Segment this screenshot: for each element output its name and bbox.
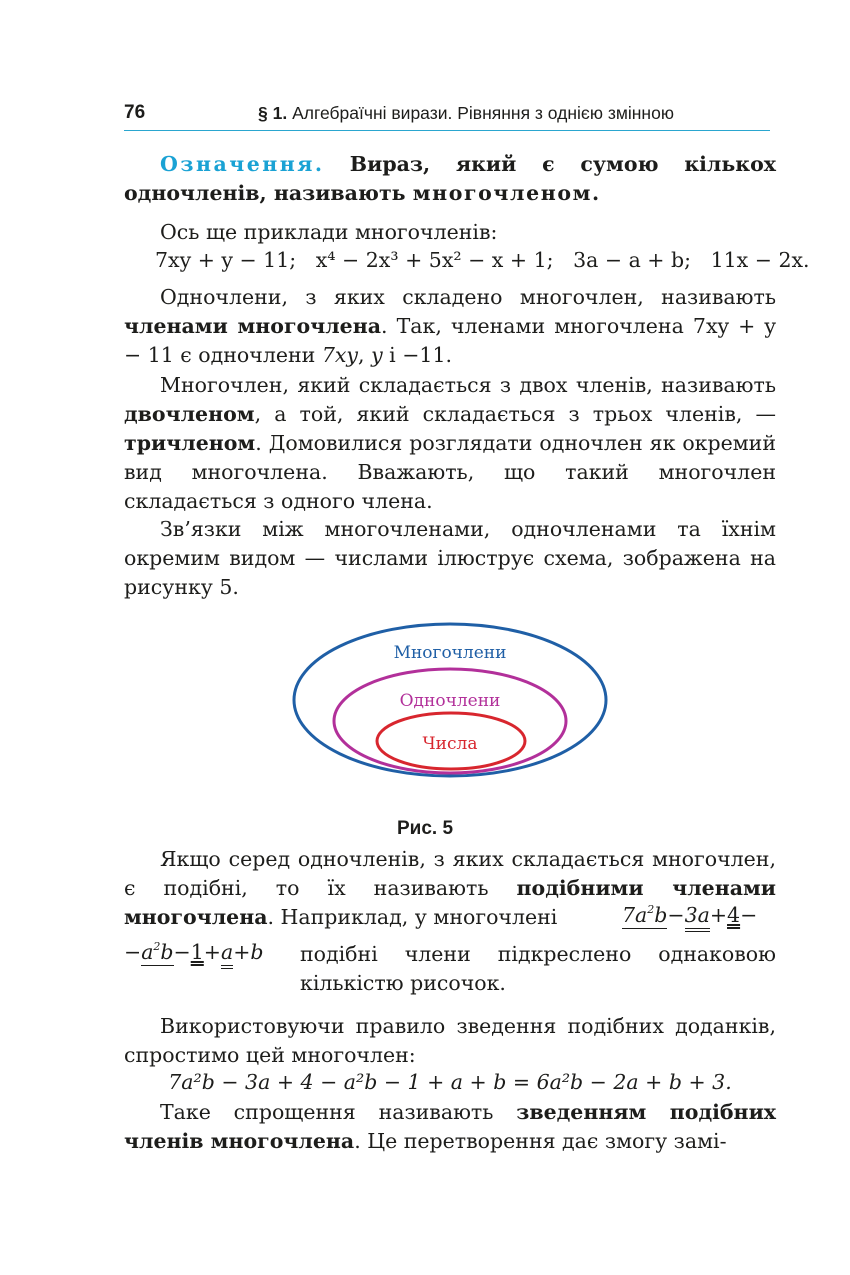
example-4: 11x − 2x. bbox=[710, 248, 810, 272]
section-title bbox=[258, 103, 674, 124]
members-text-1: Одночлени, з яких складено многочлен, називають bbox=[160, 285, 776, 309]
example-3: 3a − a + b; bbox=[573, 248, 692, 272]
members-monomial-1: 7xy bbox=[321, 343, 359, 367]
definition-text: Вираз, який є сумою кількох одночленів, називають bbox=[124, 152, 776, 205]
similar-text-3: подібні члени підкреслено однаковою кількістю рисочок. bbox=[300, 942, 776, 995]
trinomial-term: тричленом bbox=[124, 431, 256, 455]
similar-text-2: . Наприклад, у многочлені bbox=[267, 905, 558, 929]
venn-diagram bbox=[290, 620, 610, 785]
section-title-text: Алгебраїчні вирази. Рівняння з однією змінною bbox=[292, 103, 674, 123]
underlined-polynomial-line-1: $7a^2b-3a+4-$ bbox=[622, 903, 757, 927]
examples-intro: Ось ще приклади многочленів: bbox=[160, 220, 498, 244]
types-paragraph bbox=[124, 371, 776, 516]
members-term: членами многочлена bbox=[124, 314, 382, 338]
binomial-term: двочленом bbox=[124, 402, 255, 426]
members-text-4: , bbox=[358, 343, 372, 367]
example-1: 7xy + y − 11; bbox=[155, 248, 297, 272]
running-header bbox=[124, 100, 770, 131]
scheme-paragraph: Зв’язки між многочленами, одночленами та їхнім окремим видом — числами ілюструє схема, зображена на рисунку 5. bbox=[124, 517, 776, 599]
types-text-1: Многочлен, який складається з двох членів, називають bbox=[160, 373, 776, 397]
members-text-5: і −11. bbox=[382, 343, 453, 367]
simplify-formula-text: 7a²b − 3a + 4 − a²b − 1 + a + b = 6a²b − 2a + b + 3. bbox=[168, 1070, 732, 1094]
simplify-formula bbox=[25, 1068, 850, 1097]
members-paragraph bbox=[124, 283, 776, 370]
similar-text-1: Якщо серед одночленів, з яких складається многочлен, є подібні, то їх називають bbox=[124, 847, 776, 900]
reduction-term: зведенням подібних членів многочлена bbox=[124, 1100, 776, 1153]
page-number: 76 bbox=[124, 102, 146, 123]
figure-caption: Рис. 5 bbox=[396, 818, 454, 839]
definition-word: многочленом bbox=[412, 181, 593, 205]
similar-text-3-line bbox=[300, 940, 776, 998]
members-text-2: . Так, членами многочлена bbox=[381, 314, 693, 338]
definition-paragraph bbox=[124, 150, 776, 208]
members-expression: 7xy + y − 11 bbox=[124, 314, 777, 367]
underlined-polynomial-line-2: $-a^2b-1+a+b$ bbox=[124, 940, 264, 964]
types-text-2: , а той, який складається з трьох членів, — bbox=[254, 402, 776, 426]
similar-term: подібними членами многочлена bbox=[124, 876, 777, 929]
reduction-text-1: Таке спрощення називають bbox=[160, 1100, 517, 1124]
reduction-text-2: . Це перетворення дає змогу замі- bbox=[354, 1129, 727, 1153]
members-text-3: є одночлени bbox=[173, 343, 322, 367]
middle-label: Одночлени bbox=[399, 691, 501, 711]
section-mark: § 1. bbox=[258, 103, 288, 123]
outer-label: Многочлени bbox=[393, 643, 507, 663]
example-2: x⁴ − 2x³ + 5x² − x + 1; bbox=[315, 248, 554, 272]
inner-label: Числа bbox=[422, 734, 478, 754]
definition-end: . bbox=[592, 181, 600, 205]
examples-formula-line bbox=[155, 248, 810, 272]
middle-ellipse bbox=[334, 669, 566, 773]
reduction-paragraph bbox=[124, 1098, 776, 1156]
members-monomial-2: y bbox=[371, 343, 383, 367]
definition-term: Означення. bbox=[160, 152, 325, 176]
simplify-paragraph: Використовуючи правило зведення подібних доданків, спростимо цей многочлен: bbox=[124, 1014, 776, 1067]
types-text-3: . Домовилися розглядати одночлен як окремий вид многочлена. Вважають, що такий многочлен складається з одного члена. bbox=[124, 431, 776, 513]
